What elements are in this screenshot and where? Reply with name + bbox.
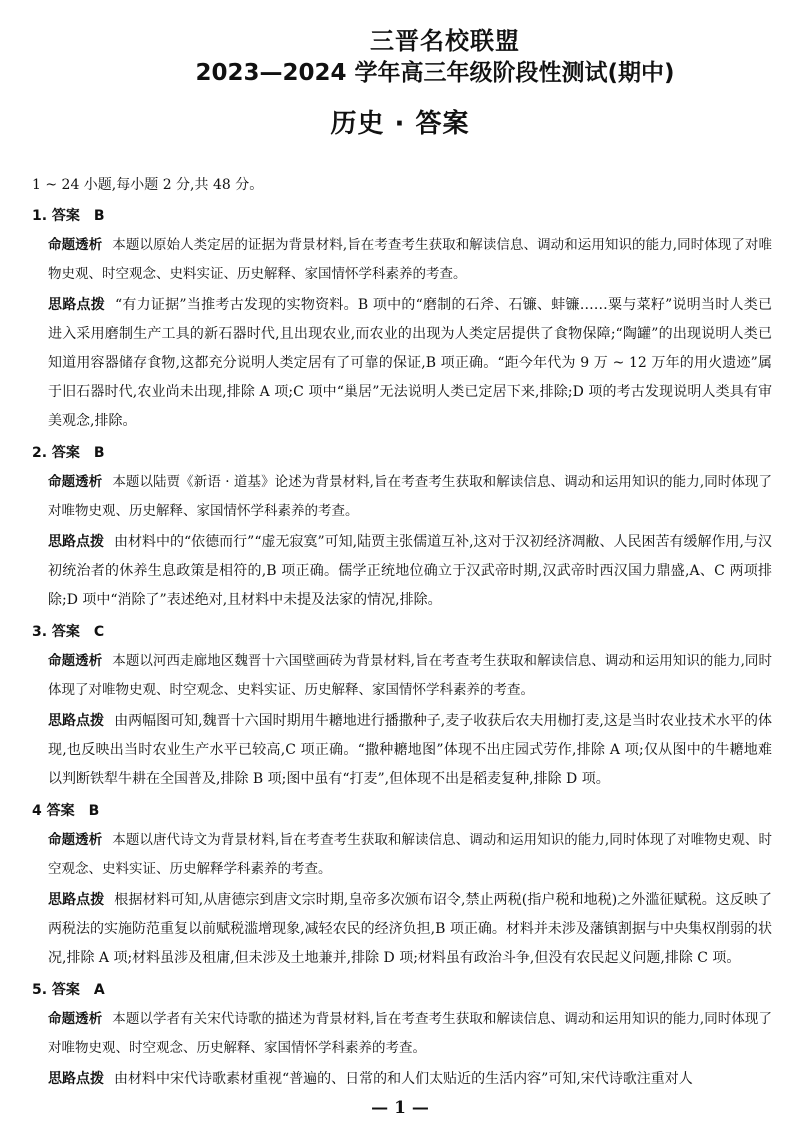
question-answer: 2. 答案 B xyxy=(32,445,105,461)
analysis-label: 命题透析 xyxy=(48,1011,103,1027)
analysis-paragraph xyxy=(32,231,772,289)
hint-label: 思路点拨 xyxy=(48,713,105,729)
hint-text: 根据材料可知,从唐德宗到唐文宗时期,皇帝多次颁布诏令,禁止两税(指户税和地税)之外滥征赋税。这反映了两税法的实施防范重复以前赋税滥增现象,减轻农民的经济负担,B 项正确。材料并未涉及藩镇割据与中央集权削弱的状况,排除 A 项;材料虽涉及租庸,但未涉及土地兼并,排除 D 项;材料虽有政治斗争,但没有农民起义问题,排除 C 项。 xyxy=(48,892,772,966)
question-item xyxy=(32,798,772,973)
hint-text: 由两幅图可知,魏晋十六国时期用牛耱地进行播撒种子,麦子收获后农夫用枷打麦,这是当时农业技术水平的体现,也反映出当时农业生产水平已较高,C 项正确。“撒种耱地图”体现不出庄园式劳作,排除 A 项;仅从图中的牛耱地难以判断铁犁牛耕在全国普及,排除 B 项;图中虽有“打麦”,但体现不出是稻麦复种,排除 D 项。 xyxy=(48,713,773,787)
analysis-label: 命题透析 xyxy=(48,653,103,669)
analysis-paragraph xyxy=(32,1005,772,1063)
question-item xyxy=(32,977,772,1094)
question-item xyxy=(32,203,772,436)
question-answer: 5. 答案 A xyxy=(32,982,105,998)
analysis-label: 命题透析 xyxy=(48,237,103,253)
hint-paragraph xyxy=(32,707,772,794)
analysis-label: 命题透析 xyxy=(48,832,103,848)
hint-paragraph xyxy=(32,1065,772,1094)
hint-label: 思路点拨 xyxy=(48,534,105,550)
alliance-title: 三晋名校联盟 xyxy=(370,27,520,55)
analysis-text: 本题以唐代诗文为背景材料,旨在考查考生获取和解读信息、调动和运用知识的能力,同时体现了对唯物史观、时空观念、史料实证、历史解释学科素养的考查。 xyxy=(48,832,772,877)
analysis-text: 本题以学者有关宋代诗歌的描述为背景材料,旨在考查考生获取和解读信息、调动和运用知识的能力,同时体现了对唯物史观、时空观念、历史解释、家国情怀学科素养的考查。 xyxy=(48,1011,772,1056)
analysis-text: 本题以原始人类定居的证据为背景材料,旨在考查考生获取和解读信息、调动和运用知识的能力,同时体现了对唯物史观、时空观念、史料实证、历史解释、家国情怀学科素养的考查。 xyxy=(48,237,772,282)
page-number: — 1 — xyxy=(371,1098,429,1118)
hint-text: 由材料中宋代诗歌素材重视“普遍的、日常的和人们太贴近的生活内容”可知,宋代诗歌注重对人 xyxy=(114,1071,693,1087)
hint-paragraph xyxy=(32,886,772,973)
analysis-paragraph xyxy=(32,647,772,705)
question-answer: 4 答案 B xyxy=(32,803,100,819)
hint-text: 由材料中的“依德而行”“虚无寂寞”可知,陆贾主张儒道互补,这对于汉初经济凋敝、人民困苦有缓解作用,与汉初统治者的休养生息政策是相符的,B 项正确。儒学正统地位确立于汉武帝时期,汉武帝时西汉国力鼎盛,A、C 两项排除;D 项中“消除了”表述绝对,且材料中未提及法家的情况,排除。 xyxy=(48,534,773,608)
score-instruction: 1 ~ 24 小题,每小题 2 分,共 48 分。 xyxy=(32,177,264,193)
question-item xyxy=(32,440,772,615)
hint-label: 思路点拨 xyxy=(48,297,106,313)
hint-label: 思路点拨 xyxy=(48,892,105,908)
analysis-label: 命题透析 xyxy=(48,474,103,490)
document-header xyxy=(0,25,800,141)
subject-title: 历史 · 答案 xyxy=(330,109,470,139)
exam-title: 2023—2024 学年高三年级阶段性测试(期中) xyxy=(195,60,675,86)
hint-text: “有力证据”当推考古发现的实物资料。B 项中的“磨制的石斧、石镰、蚌镰……粟与菜籽”说明当时人类已进入采用磨制生产工具的新石器时代,且出现农业,而农业的出现为人类定居提供了食物保障;“陶罐”的出现说明人类已知道用容器储存食物,这都充分说明人类定居有了可靠的保证,B 项正确。“距今年代为 9 万 ~ 12 万年的用火遗迹”属于旧石器时代,农业尚未出现,排除 A 项;C 项中“巢居”无法说明人类已定居下来,排除;D 项的考古发现说明人类具有审美观念,排除。 xyxy=(48,297,772,429)
hint-paragraph xyxy=(32,291,772,436)
answer-content xyxy=(32,173,772,1098)
analysis-paragraph xyxy=(32,468,772,526)
question-answer: 1. 答案 B xyxy=(32,208,105,224)
question-item xyxy=(32,619,772,794)
hint-label: 思路点拨 xyxy=(48,1071,104,1087)
analysis-text: 本题以陆贾《新语 · 道基》论述为背景材料,旨在考查考生获取和解读信息、调动和运用知识的能力,同时体现了对唯物史观、历史解释、家国情怀学科素养的考查。 xyxy=(48,474,772,519)
analysis-paragraph xyxy=(32,826,772,884)
question-answer: 3. 答案 C xyxy=(32,624,105,640)
hint-paragraph xyxy=(32,528,772,615)
analysis-text: 本题以河西走廊地区魏晋十六国壁画砖为背景材料,旨在考查考生获取和解读信息、调动和运用知识的能力,同时体现了对唯物史观、时空观念、史料实证、历史解释、家国情怀学科素养的考查。 xyxy=(48,653,772,698)
